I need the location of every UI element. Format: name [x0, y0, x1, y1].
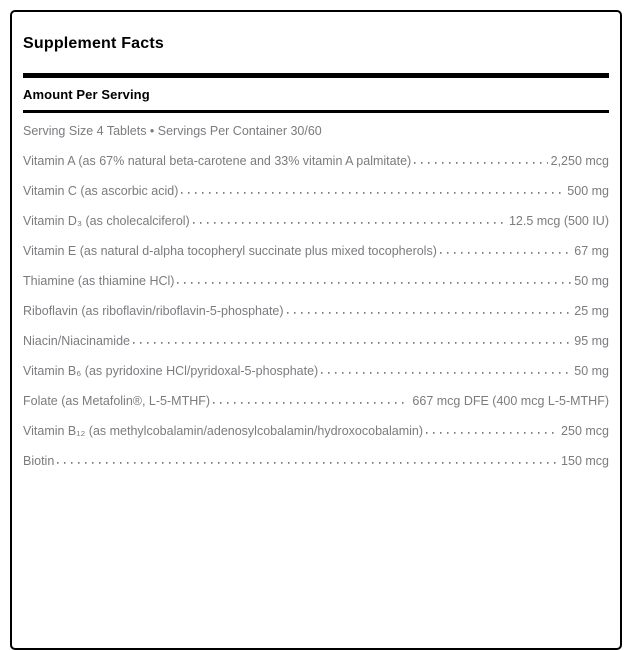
dot-leader: [287, 305, 572, 315]
ingredient-name: Folate (as Metafolin®, L-5-MTHF): [23, 394, 211, 408]
ingredient-amount: 500 mg: [567, 184, 609, 198]
supplement-facts-panel: [10, 10, 622, 650]
dot-leader: [426, 425, 558, 435]
dot-leader: [177, 275, 571, 285]
ingredient-row-vitamin-d3: [23, 206, 609, 236]
ingredient-amount: 67 mg: [574, 244, 609, 258]
dot-leader: [193, 215, 506, 225]
ingredient-name: Vitamin E (as natural d-alpha tocopheryl succinate plus mixed tocopherols): [23, 244, 437, 258]
ingredient-name: Vitamin C (as ascorbic acid): [23, 184, 179, 198]
ingredient-name: Thiamine (as thiamine HCl): [23, 274, 175, 288]
dot-leader: [414, 155, 547, 165]
panel-title: Supplement Facts: [23, 35, 165, 52]
amount-per-serving-header: Amount Per Serving: [23, 87, 150, 102]
ingredient-row-niacin: [23, 326, 609, 356]
ingredient-amount: 25 mg: [574, 304, 609, 318]
ingredient-name: Vitamin A (as 67% natural beta-carotene and 33% vitamin A palmitate): [23, 154, 412, 168]
ingredient-amount: 150 mcg: [561, 454, 609, 468]
ingredient-amount: 95 mg: [574, 334, 609, 348]
ingredient-row-vitamin-a: [23, 146, 609, 176]
ingredient-name: Biotin: [23, 454, 55, 468]
ingredient-row-biotin: [23, 446, 609, 476]
ingredient-name: Niacin/Niacinamide: [23, 334, 130, 348]
ingredient-name: Vitamin B₆ (as pyridoxine HCl/pyridoxal-5-phosphate): [23, 364, 319, 378]
ingredient-rows: [23, 116, 609, 476]
ingredient-name: Vitamin B₁₂ (as methylcobalamin/adenosylcobalamin/hydroxocobalamin): [23, 424, 424, 438]
thick-divider-bar: [23, 73, 609, 78]
ingredient-amount: 250 mcg: [561, 424, 609, 438]
ingredient-name: Vitamin D₃ (as cholecalciferol): [23, 214, 190, 228]
ingredient-row-riboflavin: [23, 296, 609, 326]
serving-info-row: [23, 116, 609, 146]
dot-leader: [213, 395, 409, 405]
ingredient-name: Riboflavin (as riboflavin/riboflavin-5-phosphate): [23, 304, 284, 318]
ingredient-row-vitamin-c: [23, 176, 609, 206]
ingredient-row-vitamin-e: [23, 236, 609, 266]
thin-divider-bar: [23, 110, 609, 113]
ingredient-amount: 50 mg: [574, 364, 609, 378]
ingredient-amount: 2,250 mcg: [550, 154, 609, 168]
ingredient-row-vitamin-b6: [23, 356, 609, 386]
dot-leader: [440, 245, 571, 255]
ingredient-amount: 12.5 mcg (500 IU): [508, 214, 609, 228]
ingredient-row-thiamine: [23, 266, 609, 296]
ingredient-row-folate: [23, 386, 609, 416]
dot-leader: [321, 365, 571, 375]
ingredient-row-vitamin-b12: [23, 416, 609, 446]
serving-info-text: Serving Size 4 Tablets • Servings Per Container 30/60: [23, 124, 322, 138]
dot-leader: [181, 185, 564, 195]
dot-leader: [133, 335, 571, 345]
ingredient-amount: 50 mg: [574, 274, 609, 288]
ingredient-amount: 667 mcg DFE (400 mcg L-5-MTHF): [412, 394, 609, 408]
dot-leader: [57, 455, 558, 465]
